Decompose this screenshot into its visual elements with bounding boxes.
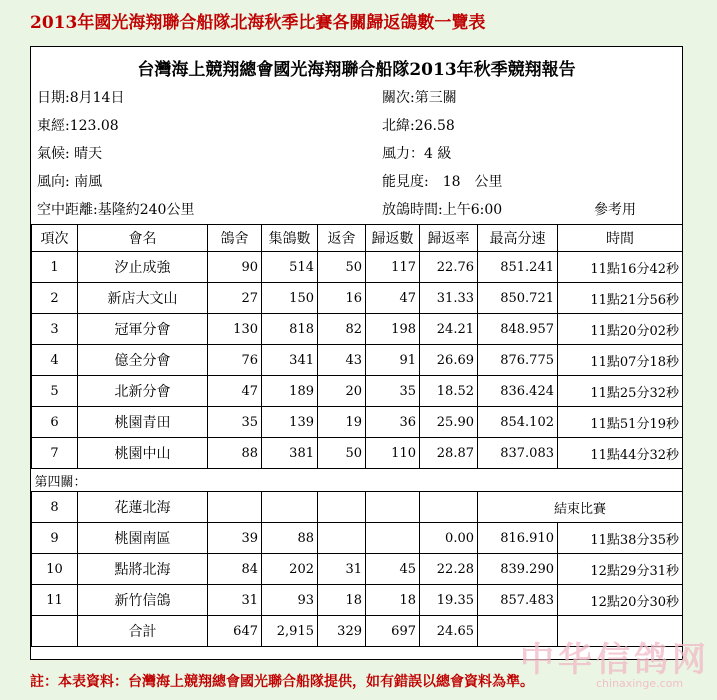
cell-rate: 0.00 (420, 523, 478, 554)
cell-time: 11點51分19秒 (558, 407, 683, 438)
table-row (32, 523, 683, 554)
longitude-label: 東經:123.08 (37, 118, 119, 134)
cell-rate: 19.35 (420, 585, 478, 616)
cell-lofts: 84 (208, 554, 262, 585)
cell-club: 桃園中山 (78, 438, 208, 469)
cell-speed: 836.424 (478, 376, 558, 407)
cell-club: 新店大文山 (78, 283, 208, 314)
cell-returned-lofts: 50 (318, 252, 366, 283)
cell-returns: 36 (366, 407, 420, 438)
cell-empty (208, 492, 262, 523)
col-header-speed: 最高分速 (478, 225, 558, 252)
cell-no: 2 (32, 283, 78, 314)
cell-returns: 35 (366, 376, 420, 407)
cell-returned-lofts: 20 (318, 376, 366, 407)
cell-no: 6 (32, 407, 78, 438)
cell-returns: 117 (366, 252, 420, 283)
cell-no: 10 (32, 554, 78, 585)
cell-no: 11 (32, 585, 78, 616)
cell-lofts: 76 (208, 345, 262, 376)
cell-time: 11點20分02秒 (558, 314, 683, 345)
cell-returned-lofts: 50 (318, 438, 366, 469)
date-label: 日期:8月14日 (37, 90, 125, 106)
cell-time: 11點38分35秒 (558, 523, 683, 554)
wind-direction-label: 風向: 南風 (37, 174, 103, 190)
cell-collected: 93 (262, 585, 318, 616)
cell-returns: 110 (366, 438, 420, 469)
cell-returns: 47 (366, 283, 420, 314)
cell-speed: 848.957 (478, 314, 558, 345)
cell-speed: 839.290 (478, 554, 558, 585)
cell-collected: 202 (262, 554, 318, 585)
cell-lofts: 39 (208, 523, 262, 554)
cell-returns: 198 (366, 314, 420, 345)
footnote: 註：本表資料：台灣海上競翔總會國光聯合船隊提供，如有錯誤以總會資料為準。 (30, 674, 534, 690)
cell-club: 冠軍分會 (78, 314, 208, 345)
cell-club: 點將北海 (78, 554, 208, 585)
table-row (32, 376, 683, 407)
cell-speed: 816.910 (478, 523, 558, 554)
distance-label: 空中距離:基隆約240公里 (37, 202, 195, 218)
cell-lofts: 130 (208, 314, 262, 345)
watermark-logo: 中华信鸽网 (520, 640, 710, 680)
weather-label: 氣候: 晴天 (37, 146, 103, 162)
page-title: 2013年國光海翔聯合船隊北海秋季比賽各關歸返鴿數一覽表 (30, 13, 486, 33)
cell-rate: 28.87 (420, 438, 478, 469)
cell-returns: 18 (366, 585, 420, 616)
cell-collected: 150 (262, 283, 318, 314)
total-collected: 2,915 (262, 616, 318, 647)
table-row (32, 345, 683, 376)
watermark-url: chinaxinge.com (596, 677, 684, 690)
cell-club: 花蓮北海 (78, 492, 208, 523)
cell-rate: 24.21 (420, 314, 478, 345)
total-returns: 697 (366, 616, 420, 647)
cell-returns: 91 (366, 345, 420, 376)
col-header-collected: 集鴿數 (262, 225, 318, 252)
table-row (32, 407, 683, 438)
cell-empty (420, 492, 478, 523)
cell-collected: 818 (262, 314, 318, 345)
cell-no: 1 (32, 252, 78, 283)
cell-speed: 851.241 (478, 252, 558, 283)
cell-rate: 22.76 (420, 252, 478, 283)
cell-no: 3 (32, 314, 78, 345)
cell-rate: 31.33 (420, 283, 478, 314)
cell-club: 汐止成強 (78, 252, 208, 283)
cell-lofts: 90 (208, 252, 262, 283)
cell-rate: 22.28 (420, 554, 478, 585)
cell-time: 12點20分30秒 (558, 585, 683, 616)
col-header-returns: 歸返數 (366, 225, 420, 252)
cell-collected: 88 (262, 523, 318, 554)
total-returned-lofts: 329 (318, 616, 366, 647)
total-lofts: 647 (208, 616, 262, 647)
col-header-lofts: 鴿舍 (208, 225, 262, 252)
cell-club: 億全分會 (78, 345, 208, 376)
cell-speed: 854.102 (478, 407, 558, 438)
reference-label: 參考用 (594, 202, 636, 218)
cell-no: 7 (32, 438, 78, 469)
cell-lofts: 31 (208, 585, 262, 616)
cell-returned-lofts: 82 (318, 314, 366, 345)
table-row (32, 585, 683, 616)
cell-lofts: 88 (208, 438, 262, 469)
cell-returned-lofts: 18 (318, 585, 366, 616)
cell-lofts: 47 (208, 376, 262, 407)
cell-empty (366, 492, 420, 523)
cell-collected: 139 (262, 407, 318, 438)
cell-lofts: 35 (208, 407, 262, 438)
section-row (32, 469, 683, 492)
cell-speed: 876.775 (478, 345, 558, 376)
table-row (32, 438, 683, 469)
cell-empty (262, 492, 318, 523)
col-header-no: 項次 (32, 225, 78, 252)
table-row (32, 554, 683, 585)
report-panel (30, 46, 683, 660)
cell-returned-lofts: 43 (318, 345, 366, 376)
total-rate: 24.65 (420, 616, 478, 647)
table-header-row (32, 225, 683, 252)
latitude-label: 北緯:26.58 (382, 118, 455, 134)
table-row (32, 314, 683, 345)
cell-lofts: 27 (208, 283, 262, 314)
cell-empty (32, 616, 78, 647)
cell-collected: 341 (262, 345, 318, 376)
cell-club: 桃園南區 (78, 523, 208, 554)
cell-collected: 514 (262, 252, 318, 283)
cell-no: 5 (32, 376, 78, 407)
report-title: 台灣海上競翔總會國光海翔聯合船隊2013年秋季競翔報告 (137, 60, 576, 80)
cell-collected: 189 (262, 376, 318, 407)
cell-no: 4 (32, 345, 78, 376)
table-row (32, 492, 683, 523)
col-header-time: 時間 (558, 225, 683, 252)
cell-time: 11點21分56秒 (558, 283, 683, 314)
cell-time: 11點07分18秒 (558, 345, 683, 376)
table-row (32, 252, 683, 283)
cell-returned-lofts: 19 (318, 407, 366, 438)
cell-returns (366, 523, 420, 554)
col-header-rate: 歸返率 (420, 225, 478, 252)
stage-label: 關次:第三關 (382, 90, 457, 106)
section-label: 第四關： (32, 469, 683, 492)
cell-rate: 25.90 (420, 407, 478, 438)
col-header-club: 會名 (78, 225, 208, 252)
cell-no: 8 (32, 492, 78, 523)
cell-rate: 26.69 (420, 345, 478, 376)
cell-club: 北新分會 (78, 376, 208, 407)
cell-collected: 381 (262, 438, 318, 469)
cell-club: 桃園青田 (78, 407, 208, 438)
cell-speed: 857.483 (478, 585, 558, 616)
col-header-returned-lofts: 返舍 (318, 225, 366, 252)
cell-time: 12點29分31秒 (558, 554, 683, 585)
total-label: 合計 (78, 616, 208, 647)
cell-time: 11點16分42秒 (558, 252, 683, 283)
cell-speed: 850.721 (478, 283, 558, 314)
visibility-label: 能見度: 18 公里 (382, 174, 503, 190)
release-time-label: 放鴿時間:上午6:00 (382, 202, 503, 218)
wind-force-label: 風力：4 級 (382, 146, 452, 162)
cell-time: 11點44分32秒 (558, 438, 683, 469)
cell-returned-lofts: 31 (318, 554, 366, 585)
cell-no: 9 (32, 523, 78, 554)
table-row (32, 283, 683, 314)
results-table (31, 224, 683, 647)
cell-speed: 837.083 (478, 438, 558, 469)
cell-returned-lofts: 16 (318, 283, 366, 314)
cell-returned-lofts (318, 523, 366, 554)
race-ended-note: 結束比賽 (478, 492, 683, 523)
cell-rate: 18.52 (420, 376, 478, 407)
cell-club: 新竹信鴿 (78, 585, 208, 616)
cell-empty (318, 492, 366, 523)
cell-returns: 45 (366, 554, 420, 585)
cell-time: 11點25分32秒 (558, 376, 683, 407)
